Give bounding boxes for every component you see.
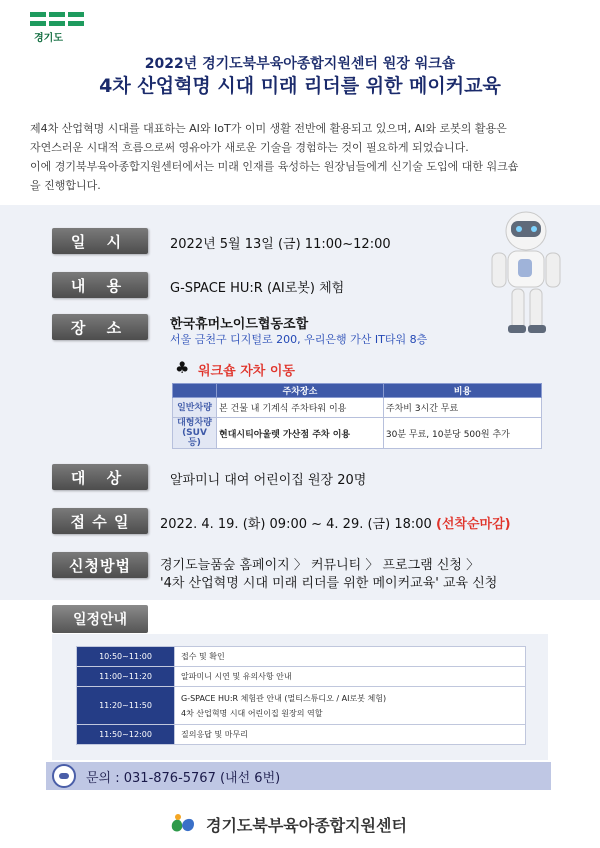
header-section [0, 0, 600, 205]
schedule-desc-line: G-SPACE HU:R 체험관 안내 (멀티스튜디오 / AI로봇 체험) [181, 693, 387, 703]
parking-table [172, 383, 542, 449]
center-logo-icon [168, 812, 198, 838]
contact-bar [46, 762, 551, 790]
table-row [173, 418, 542, 449]
intro-line: 이에 경기북부육아종합지원센터에서는 미래 인재를 육성하는 원장님들에게 신기술 도입에 대한 워크숍 [30, 160, 519, 173]
content-label: 내 용 [52, 272, 148, 298]
parking-category: 일반차량 [173, 398, 217, 418]
place-label: 장 소 [52, 314, 148, 340]
parking-category-line: 대형차량 [177, 418, 212, 428]
parking-header-row [173, 384, 542, 398]
apply-label: 신청방법 [52, 552, 148, 578]
schedule-table [76, 646, 526, 745]
table-row [77, 647, 526, 667]
intro-line: 제4차 산업혁명 시대를 대표하는 AI와 IoT가 이미 생활 전반에 활용되고 있으며, AI와 로봇의 활용은 [30, 122, 507, 135]
parking-category [173, 418, 217, 449]
schedule-desc: 알파미니 시연 및 유의사항 안내 [175, 667, 526, 687]
intro-line: 자연스러운 시대적 흐름으로써 영유아가 새로운 기술을 경험하는 것이 필요하게 되었습니다. [30, 141, 469, 154]
apply-line1: 경기도늘품숲 홈페이지 〉 커뮤니티 〉 프로그램 신청 〉 [160, 558, 480, 573]
club-icon: ♣ [175, 358, 190, 377]
apply-line2: '4차 산업혁명 시대 미래 리더를 위한 메이커교육' 교육 신청 [160, 576, 498, 591]
place-value: 한국휴머노이드협동조합 [170, 317, 309, 332]
robot-face-icon [52, 764, 76, 788]
schedule-desc: 접수 및 확인 [175, 647, 526, 667]
table-row [77, 667, 526, 687]
logo-text: 경기도 [34, 33, 63, 44]
place-address: 서울 금천구 디지털로 200, 우리은행 가산 IT타워 8층 [170, 333, 428, 346]
period-label: 접 수 일 [52, 508, 148, 534]
footer-org-name: 경기도북부육아종합지원센터 [206, 816, 407, 835]
parking-cost: 30분 무료, 10분당 500원 추가 [383, 418, 541, 449]
parking-header-cost: 비용 [383, 384, 541, 398]
date-label: 일 시 [52, 228, 148, 254]
header-subtitle: 2022년 경기도북부육아종합지원센터 원장 워크숍 [144, 56, 456, 72]
date-value: 2022년 5월 13일 (금) 11:00~12:00 [170, 237, 391, 252]
period-value [160, 513, 511, 532]
intro-line: 을 진행합니다. [30, 179, 101, 192]
parking-category-line: (SUV 등) [182, 428, 207, 448]
robot-image [478, 205, 570, 340]
table-row [77, 725, 526, 745]
period-text: 2022. 4. 19. (화) 09:00 ~ 4. 29. (금) 18:00 [160, 517, 432, 532]
table-row [173, 398, 542, 418]
schedule-title: 일정안내 [52, 605, 148, 633]
header-title: 4차 산업혁명 시대 미래 리더를 위한 메이커교육 [99, 75, 501, 97]
target-label: 대 상 [52, 464, 148, 490]
parking-cost: 주차비 3시간 무료 [383, 398, 541, 418]
period-note: (선착순마감) [435, 517, 511, 532]
move-label: 워크숍 자차 이동 [198, 364, 295, 379]
schedule-time: 11:20~11:50 [77, 687, 175, 725]
table-row [77, 687, 526, 725]
intro-text [30, 119, 578, 195]
parking-place: 현대시티아울렛 가산점 주차 이용 [217, 418, 384, 449]
footer [0, 800, 600, 848]
content-value: G-SPACE HU:R (AI로봇) 체험 [170, 281, 345, 296]
target-value: 알파미니 대여 어린이집 원장 20명 [170, 473, 367, 488]
schedule-desc: 질의응답 및 마무리 [175, 725, 526, 745]
schedule-desc-line: 4차 산업혁명 시대 어린이집 원장의 역할 [181, 708, 323, 718]
schedule-time: 10:50~11:00 [77, 647, 175, 667]
gyeonggi-logo [30, 12, 90, 52]
schedule-time: 11:50~12:00 [77, 725, 175, 745]
contact-text: 문의 : 031-876-5767 (내선 6번) [86, 771, 281, 786]
parking-header-blank [173, 384, 217, 398]
schedule-time: 11:00~11:20 [77, 667, 175, 687]
parking-header-place: 주차장소 [217, 384, 384, 398]
schedule-desc [175, 687, 526, 725]
parking-place: 본 건물 내 기계식 주차타워 이용 [217, 398, 384, 418]
